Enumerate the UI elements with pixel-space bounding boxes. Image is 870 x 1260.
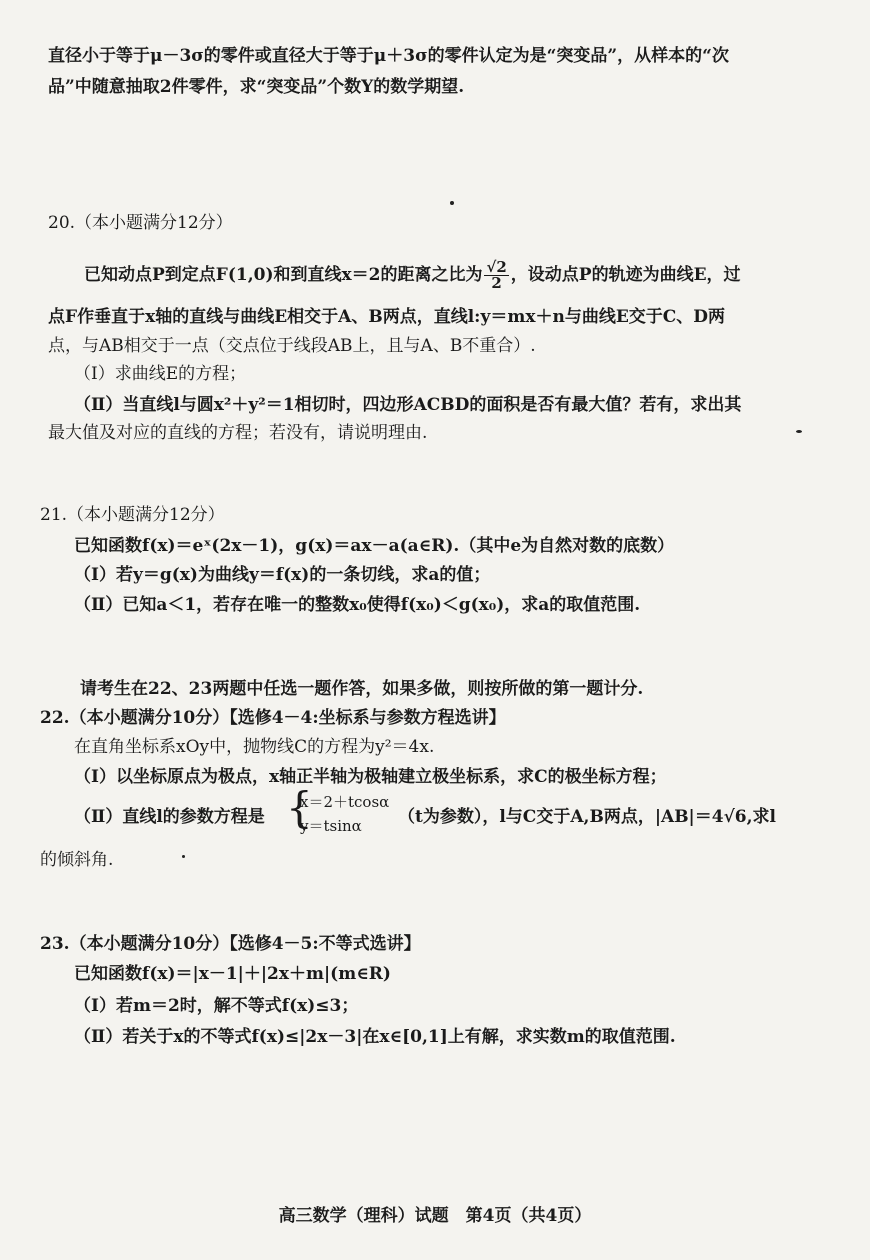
choose-one-note: 请考生在22、23两题中任选一题作答，如果多做，则按所做的第一题计分.: [80, 679, 644, 699]
page-footer: 高三数学（理科）试题 第4页（共4页）: [278, 1206, 592, 1226]
q22-part-2-b: （t为参数），l与C交于A,B两点，|AB|＝4√6,求l: [398, 807, 776, 827]
q20-part-1: （Ⅰ）求曲线E的方程；: [74, 364, 247, 384]
q22-part-2-line-2: 的倾斜角.: [40, 850, 114, 870]
q23-line-1: 已知函数f(x)＝|x－1|＋|2x＋m|(m∈R): [74, 964, 391, 984]
q21-part-1: （Ⅰ）若y＝g(x)为曲线y＝f(x)的一条切线，求a的值；: [74, 565, 491, 585]
q20-part-2-line-1: （Ⅱ）当直线l与圆x²＋y²＝1相切时，四边形ACBD的面积是否有最大值？若有，求出其: [74, 395, 742, 415]
fraction-denominator: 2: [491, 274, 502, 292]
parametric-eq-y: y＝tsinα: [300, 817, 362, 835]
q22-part-1: （Ⅰ）以坐标原点为极点，x轴正半轴为极轴建立极坐标系，求C的极坐标方程；: [74, 767, 667, 787]
q20-line-3: 点，与AB相交于一点（交点位于线段AB上，且与A、B不重合）.: [48, 336, 536, 356]
scan-speck: [796, 430, 802, 433]
parametric-eq-x: x＝2＋tcosα: [300, 793, 390, 811]
intro-line-2: 品”中随意抽取2件零件，求“突变品”个数Y的数学期望.: [48, 77, 465, 97]
q21-part-2: （Ⅱ）已知a＜1，若存在唯一的整数x₀使得f(x₀)＜g(x₀)，求a的取值范围.: [74, 595, 641, 615]
q23-header: 23.（本小题满分10分）【选修4－5:不等式选讲】: [40, 934, 421, 954]
q23-part-2: （Ⅱ）若关于x的不等式f(x)≤|2x－3|在x∈[0,1]上有解，求实数m的取值范围.: [74, 1027, 676, 1047]
q20-line-2: 点F作垂直于x轴的直线与曲线E相交于A、B两点，直线l:y＝mx＋n与曲线E交于C、D两: [48, 307, 726, 327]
q20-header: 20.（本小题满分12分）: [48, 213, 233, 233]
q23-part-1: （Ⅰ）若m＝2时，解不等式f(x)≤3；: [74, 996, 359, 1016]
q22-line-1: 在直角坐标系xOy中，抛物线C的方程为y²＝4x.: [74, 737, 435, 757]
q22-header: 22.（本小题满分10分）【选修4－4:坐标系与参数方程选讲】: [40, 708, 506, 728]
left-brace: {: [286, 783, 313, 832]
fraction-numerator: √2: [486, 258, 507, 276]
q20-line-1-b: ，设动点P的轨迹为曲线E，过: [510, 265, 741, 285]
intro-line-1: 直径小于等于μ－3σ的零件或直径大于等于μ＋3σ的零件认定为是“突变品”，从样本的“次: [48, 46, 729, 66]
q20-line-1-a: 已知动点P到定点F(1,0)和到直线x＝2的距离之比为: [84, 265, 483, 285]
q22-part-2-a: （Ⅱ）直线l的参数方程是: [74, 807, 265, 827]
scan-speck: [182, 855, 185, 858]
q21-header: 21.（本小题满分12分）: [40, 505, 225, 525]
q20-part-2-line-2: 最大值及对应的直线的方程；若没有，请说明理由.: [48, 423, 428, 443]
parametric-equation-system: [286, 783, 406, 839]
scan-speck: [450, 201, 454, 205]
distance-ratio-fraction: [484, 260, 508, 291]
q20-line-1: [84, 260, 741, 291]
q21-line-1: 已知函数f(x)＝eˣ(2x－1)，g(x)＝ax－a(a∈R).（其中e为自然对数的底数）: [74, 536, 675, 556]
